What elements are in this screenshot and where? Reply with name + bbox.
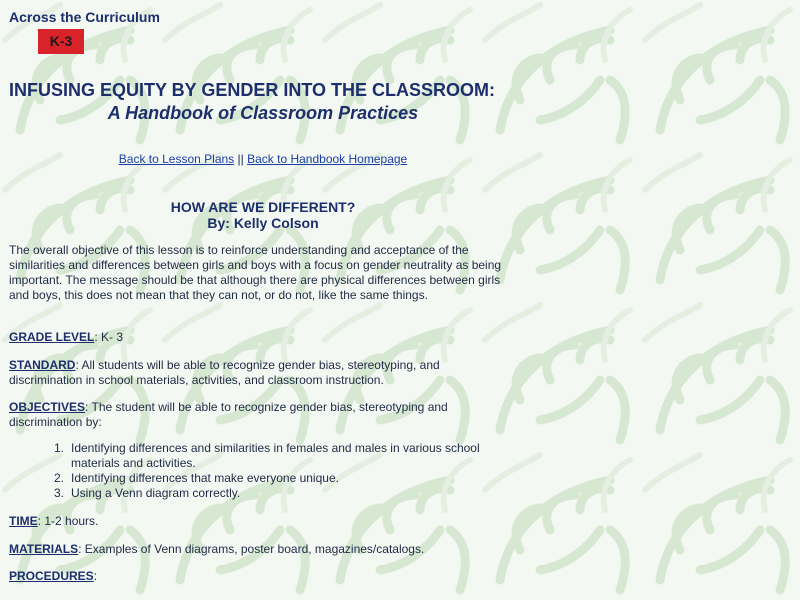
list-item bbox=[0, 441, 520, 471]
back-to-handbook-homepage-link[interactable]: Back to Handbook Homepage bbox=[247, 152, 408, 166]
materials-section bbox=[9, 542, 509, 557]
list-item-text: Identifying differences and similarities in females and males in various school materials and activities. bbox=[71, 441, 480, 470]
list-item-number: 1. bbox=[54, 441, 65, 455]
page-subtitle: A Handbook of Classroom Practices bbox=[107, 103, 419, 123]
standard-label: STANDARD bbox=[9, 358, 76, 372]
materials-value: : Examples of Venn diagrams, poster board, magazines/catalogs. bbox=[78, 542, 425, 556]
back-to-lesson-plans-link[interactable]: Back to Lesson Plans bbox=[118, 152, 235, 166]
nav-separator: || bbox=[237, 152, 244, 166]
procedures-label: PROCEDURES bbox=[9, 569, 94, 583]
page-title: INFUSING EQUITY BY GENDER INTO THE CLASSROOM: bbox=[9, 80, 496, 100]
standard-section bbox=[9, 358, 509, 388]
grade-level-value: : K- 3 bbox=[94, 330, 124, 344]
lesson-author: By: Kelly Colson bbox=[207, 215, 319, 231]
objectives-value: : The student will be able to recognize gender bias, stereotyping and discrimination by: bbox=[9, 400, 448, 429]
nav-links bbox=[0, 152, 526, 166]
lesson-title: HOW ARE WE DIFFERENT? bbox=[170, 199, 356, 215]
standard-value: : All students will be able to recognize gender bias, stereotyping, and discrimination in school materials, activities, and classroom instruction. bbox=[9, 358, 440, 387]
list-item-text: Identifying differences that make everyone unique. bbox=[71, 471, 339, 485]
intro-paragraph: The overall objective of this lesson is to reinforce understanding and acceptance of the similarities and differences between girls and boys with a focus on gender neutrality as being important. The message should be that although there are physical differences between girls and boys, this does not mean that they can not, or do not, like the same things. bbox=[9, 243, 502, 302]
objectives-section bbox=[9, 400, 509, 430]
time-section bbox=[9, 514, 509, 529]
list-item-number: 3. bbox=[54, 486, 65, 500]
materials-label: MATERIALS bbox=[9, 542, 79, 556]
time-label: TIME bbox=[9, 514, 38, 528]
objectives-list bbox=[0, 441, 520, 501]
section-label: Across the Curriculum bbox=[9, 9, 160, 25]
list-item bbox=[0, 486, 520, 501]
time-value: : 1-2 hours. bbox=[37, 514, 99, 528]
procedures-value: : bbox=[93, 569, 98, 583]
list-item bbox=[0, 471, 520, 486]
procedures-section bbox=[9, 569, 509, 584]
objectives-label: OBJECTIVES bbox=[9, 400, 86, 414]
grade-level-label: GRADE LEVEL bbox=[9, 330, 95, 344]
grade-badge: K-3 bbox=[38, 29, 84, 54]
list-item-text: Using a Venn diagram correctly. bbox=[71, 486, 241, 500]
grade-level-section bbox=[9, 330, 509, 345]
list-item-number: 2. bbox=[54, 471, 65, 485]
